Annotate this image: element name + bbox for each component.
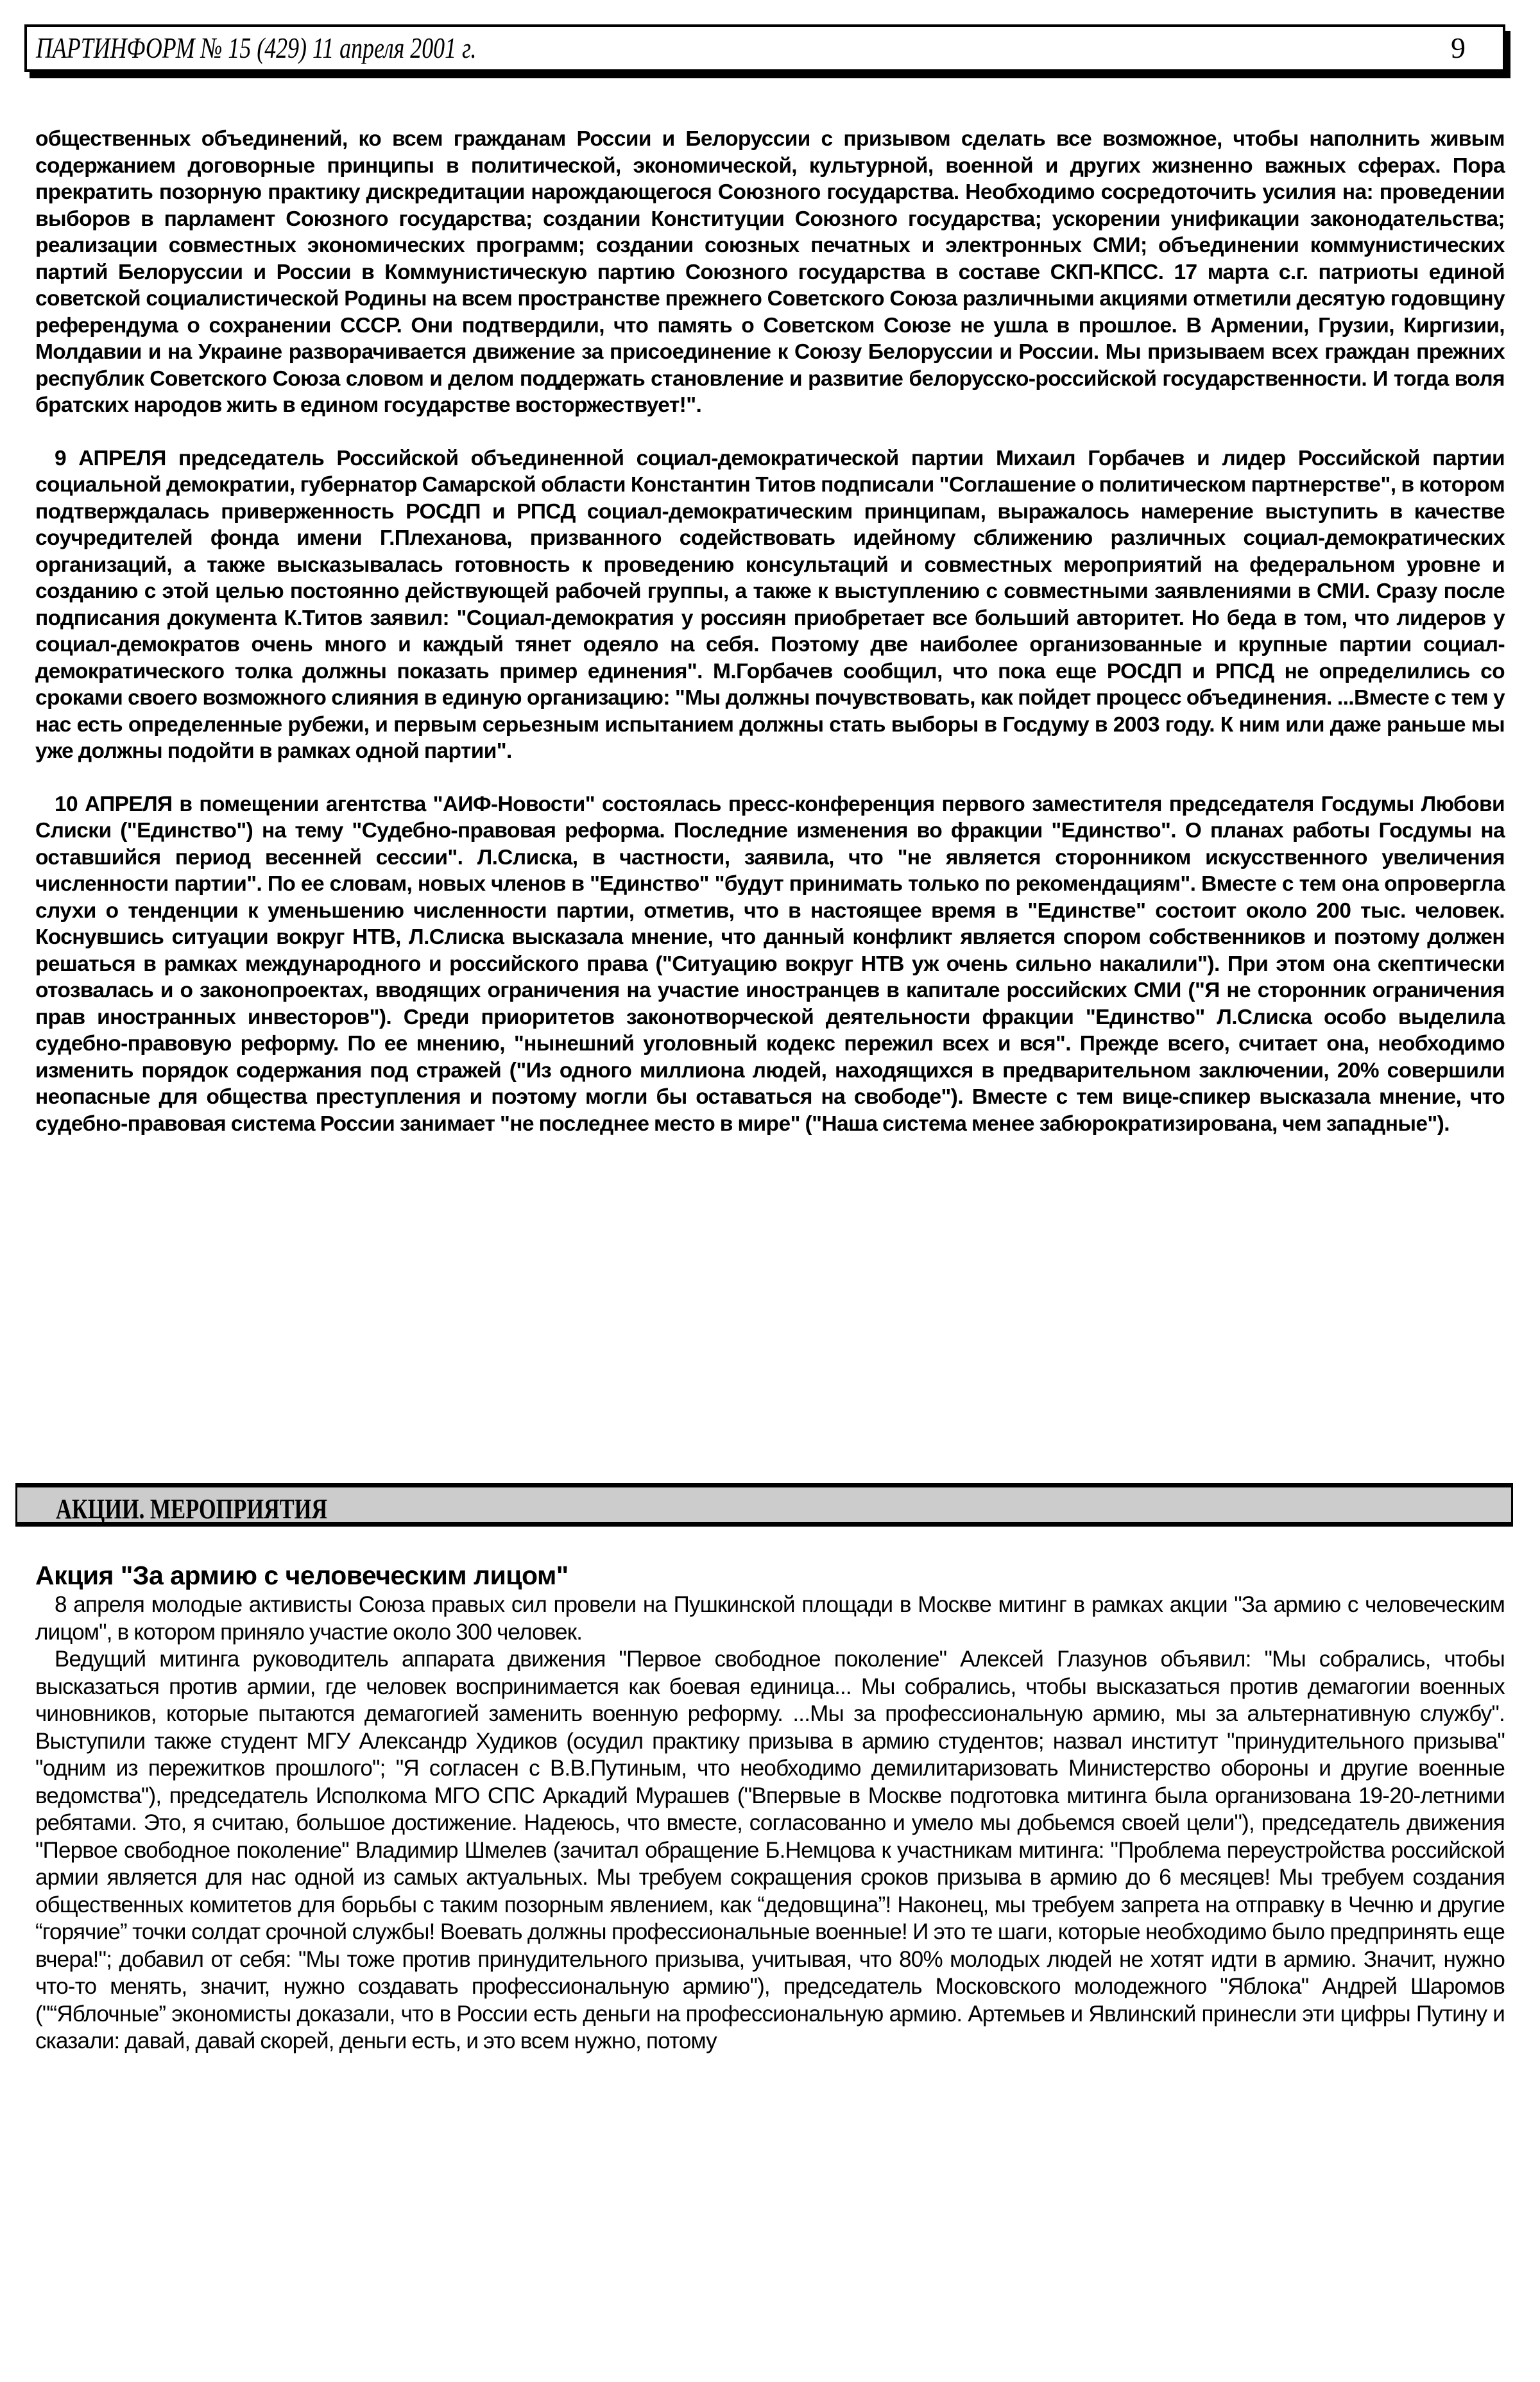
masthead <box>24 24 1505 72</box>
news-chronicle <box>35 126 1505 1163</box>
news-paragraph-continued: общественных объединений, ко всем гражданам России и Белоруссии с призывом сделать все возможное, чтобы наполнить живым содержанием договорные принципы в политической, экономической, культурной, военной и других жизненно важных сферах. Пора прекратить позорную практику дискредитации нарождающегося Союзного государства. Необходимо сосредоточить усилия на: проведении выборов в парламент Союзного государства; создании Конституции Союзного государства; ускорении унификации законодательства; реализации совместных экономических программ; создании союзных печатных и электронных СМИ; объединении коммунистических партий Белоруссии и России в Коммунистическую партию Союзного государства в составе СКП-КПСС. 17 марта с.г. патриоты единой советской социалистической Родины на всем пространстве прежнего Советского Союза различными акциями отметили десятую годовщину референдума о сохранении СССР. Они подтвердили, что память о Советском Союзе не ушла в прошлое. В Армении, Грузии, Киргизии, Молдавии и на Украине разворачивается движение за присоединение к Союзу Белоруссии и России. Мы призываем всех граждан прежних республик Советского Союза словом и делом поддержать становление и развитие белорусско-российской государственности. И тогда воля братских народов жить в едином государстве восторжествует!". <box>35 127 1505 417</box>
article-paragraph: Ведущий митинга руководитель аппарата движения "Первое свободное поколение" Алексей Глазунов объявил: "Мы собрались, чтобы высказаться против армии, где человек воспринимается как боевая единица... Мы собрались, чтобы высказаться против демагогии военных чиновников, которые пытаются демагогией заменить военную реформу. ...Мы за профессиональную армию, мы за альтернативную службу". Выступили также студент МГУ Александр Худиков (осудил практику призыва в армию студентов; назвал институт "принудительного призыва" "одним из пережитков прошлого"; "Я согласен с В.В.Путиным, что необходимо демилитаризовать Министерство обороны и другие военные ведомства"), председатель Исполкома МГО СПС Аркадий Мурашев ("Впервые в Москве подготовка митинга была организована 19-20-летними ребятами. Это, я считаю, большое достижение. Надеюсь, что вместе, согласованно и умело мы добьемся своей цели"), председатель движения "Первое свободное поколение" Владимир Шмелев (зачитал обращение Б.Немцова к участникам митинга: "Проблема переустройства российской армии является для нас одной из самых актуальных. Мы требуем сокращения сроков призыва в армию до 6 месяцев! Мы требуем создания общественных комитетов для борьбы с таким позорным явлением, как “дедовщина”! Наконец, мы требуем запрета на отправку в Чечню и другие “горячие” точки солдат срочной службы! Воевать должны профессиональные военные! И это те шаги, которые необходимо было предпринять еще вчера!"; добавил от себя: "Мы тоже против принудительного призыва, учитывая, что 80% молодых людей не хотят идти в армию. Значит, нужно что-то менять, значит, нужно создавать профессиональную армию"), председатель Московского молодежного "Яблока" Андрей Шаромов ("“Яблочные” экономисты доказали, что в России есть деньги на профессиональную армию. Артемьев и Явлинский принесли эти цифры Путину и сказали: давай, давай скорей, деньги есть, и это всем нужно, потому <box>35 1647 1505 2053</box>
article-paragraph: 8 апреля молодые активисты Союза правых сил провели на Пушкинской площади в Москве митинг в рамках акции "За армию с человеческим лицом", в котором приняло участие около 300 человек. <box>35 1592 1505 1645</box>
news-paragraph-april-10: 10 АПРЕЛЯ в помещении агентства "АИФ-Новости" состоялась пресс-конференция первого заместителя председателя Госдумы Любови Слиски ("Единство") на тему "Судебно-правовая реформа. Последние изменения во фракции "Единство". О планах работы Госдумы на оставшийся период весенней сессии". Л.Слиска, в частности, заявила, что "не является сторонником искусственного увеличения численности партии". По ее словам, новых членов в "Единство" "будут принимать только по рекомендациям". Вместе с тем она опровергла слухи о тенденции к уменьшению численности партии, отметив, что в настоящее время в "Единстве" состоит около 200 тыс. человек. Коснувшись ситуации вокруг НТВ, Л.Слиска высказала мнение, что данный конфликт является спором собственников и поэтому должен решаться в рамках международного и российского права ("Ситуацию вокруг НТВ уж очень сильно накалили"). При этом она скептически отозвалась и о законопроектах, вводящих ограничения на участие иностранцев в капитале российских СМИ ("Я не сторонник ограничения прав иностранных инвесторов"). Среди приоритетов законотворческой деятельности фракции "Единство" Л.Слиска особо выделила судебно-правовую реформу. По ее мнению, "нынешний уголовный кодекс пережил всех и вся". Прежде всего, считает она, необходимо изменить порядок содержания под стражей ("Из одного миллиона людей, находящихся в предварительном заключении, 20% совершили неопасные для общества преступления и поэтому могли бы оставаться на свободе"). Вместе с тем вице-спикер высказала мнение, что судебно-правовая система России занимает "не последнее место в мире" ("Наша система менее забюрократизирована, чем западные"). <box>35 792 1505 1136</box>
article <box>35 1559 1505 2055</box>
publication-title: ПАРТИНФОРМ № 15 (429) 11 апреля 2001 г. <box>36 31 477 64</box>
section-title: АКЦИИ. МЕРОПРИЯТИЯ <box>56 1493 328 1525</box>
section-header <box>15 1483 1513 1527</box>
article-heading: Акция "За армию с человеческим лицом" <box>35 1561 569 1590</box>
page-number: 9 <box>1451 31 1466 64</box>
news-paragraph-april-9: 9 АПРЕЛЯ председатель Российской объединенной социал-демократической партии Михаил Горбачев и лидер Российской партии социальной демократии, губернатор Самарской области Константин Титов подписали "Соглашение о политическом партнерстве", в котором подтверждалась приверженность РОСДП и РПСД социал-демократическим принципам, выражалось намерение выступить в качестве соучредителей фонда имени Г.Плеханова, призванного содействовать идейному сближению различных социал-демократических организаций, а также высказывалась готовность к проведению консультаций и совместных мероприятий на федеральном уровне и созданию с этой целью постоянно действующей рабочей группы, а также к выступлению с совместными заявлениями в СМИ. Сразу после подписания документа К.Титов заявил: "Социал-демократия у россиян приобретает все больший авторитет. Но беда в том, что лидеров у социал-демократов очень много и каждый тянет одеяло на себя. Поэтому две наиболее организованные и крупные партии социал-демократического толка должны показать пример единения". М.Горбачев сообщил, что пока еще РОСДП и РПСД не определились со сроками своего возможного слияния в единую организацию: "Мы должны почувствовать, как пойдет процесс объединения. ...Вместе с тем у нас есть определенные рубежи, и первым серьезным испытанием должны стать выборы в Госдуму в 2003 году. К ним или даже раньше мы уже должны подойти в рамках одной партии". <box>35 446 1505 763</box>
